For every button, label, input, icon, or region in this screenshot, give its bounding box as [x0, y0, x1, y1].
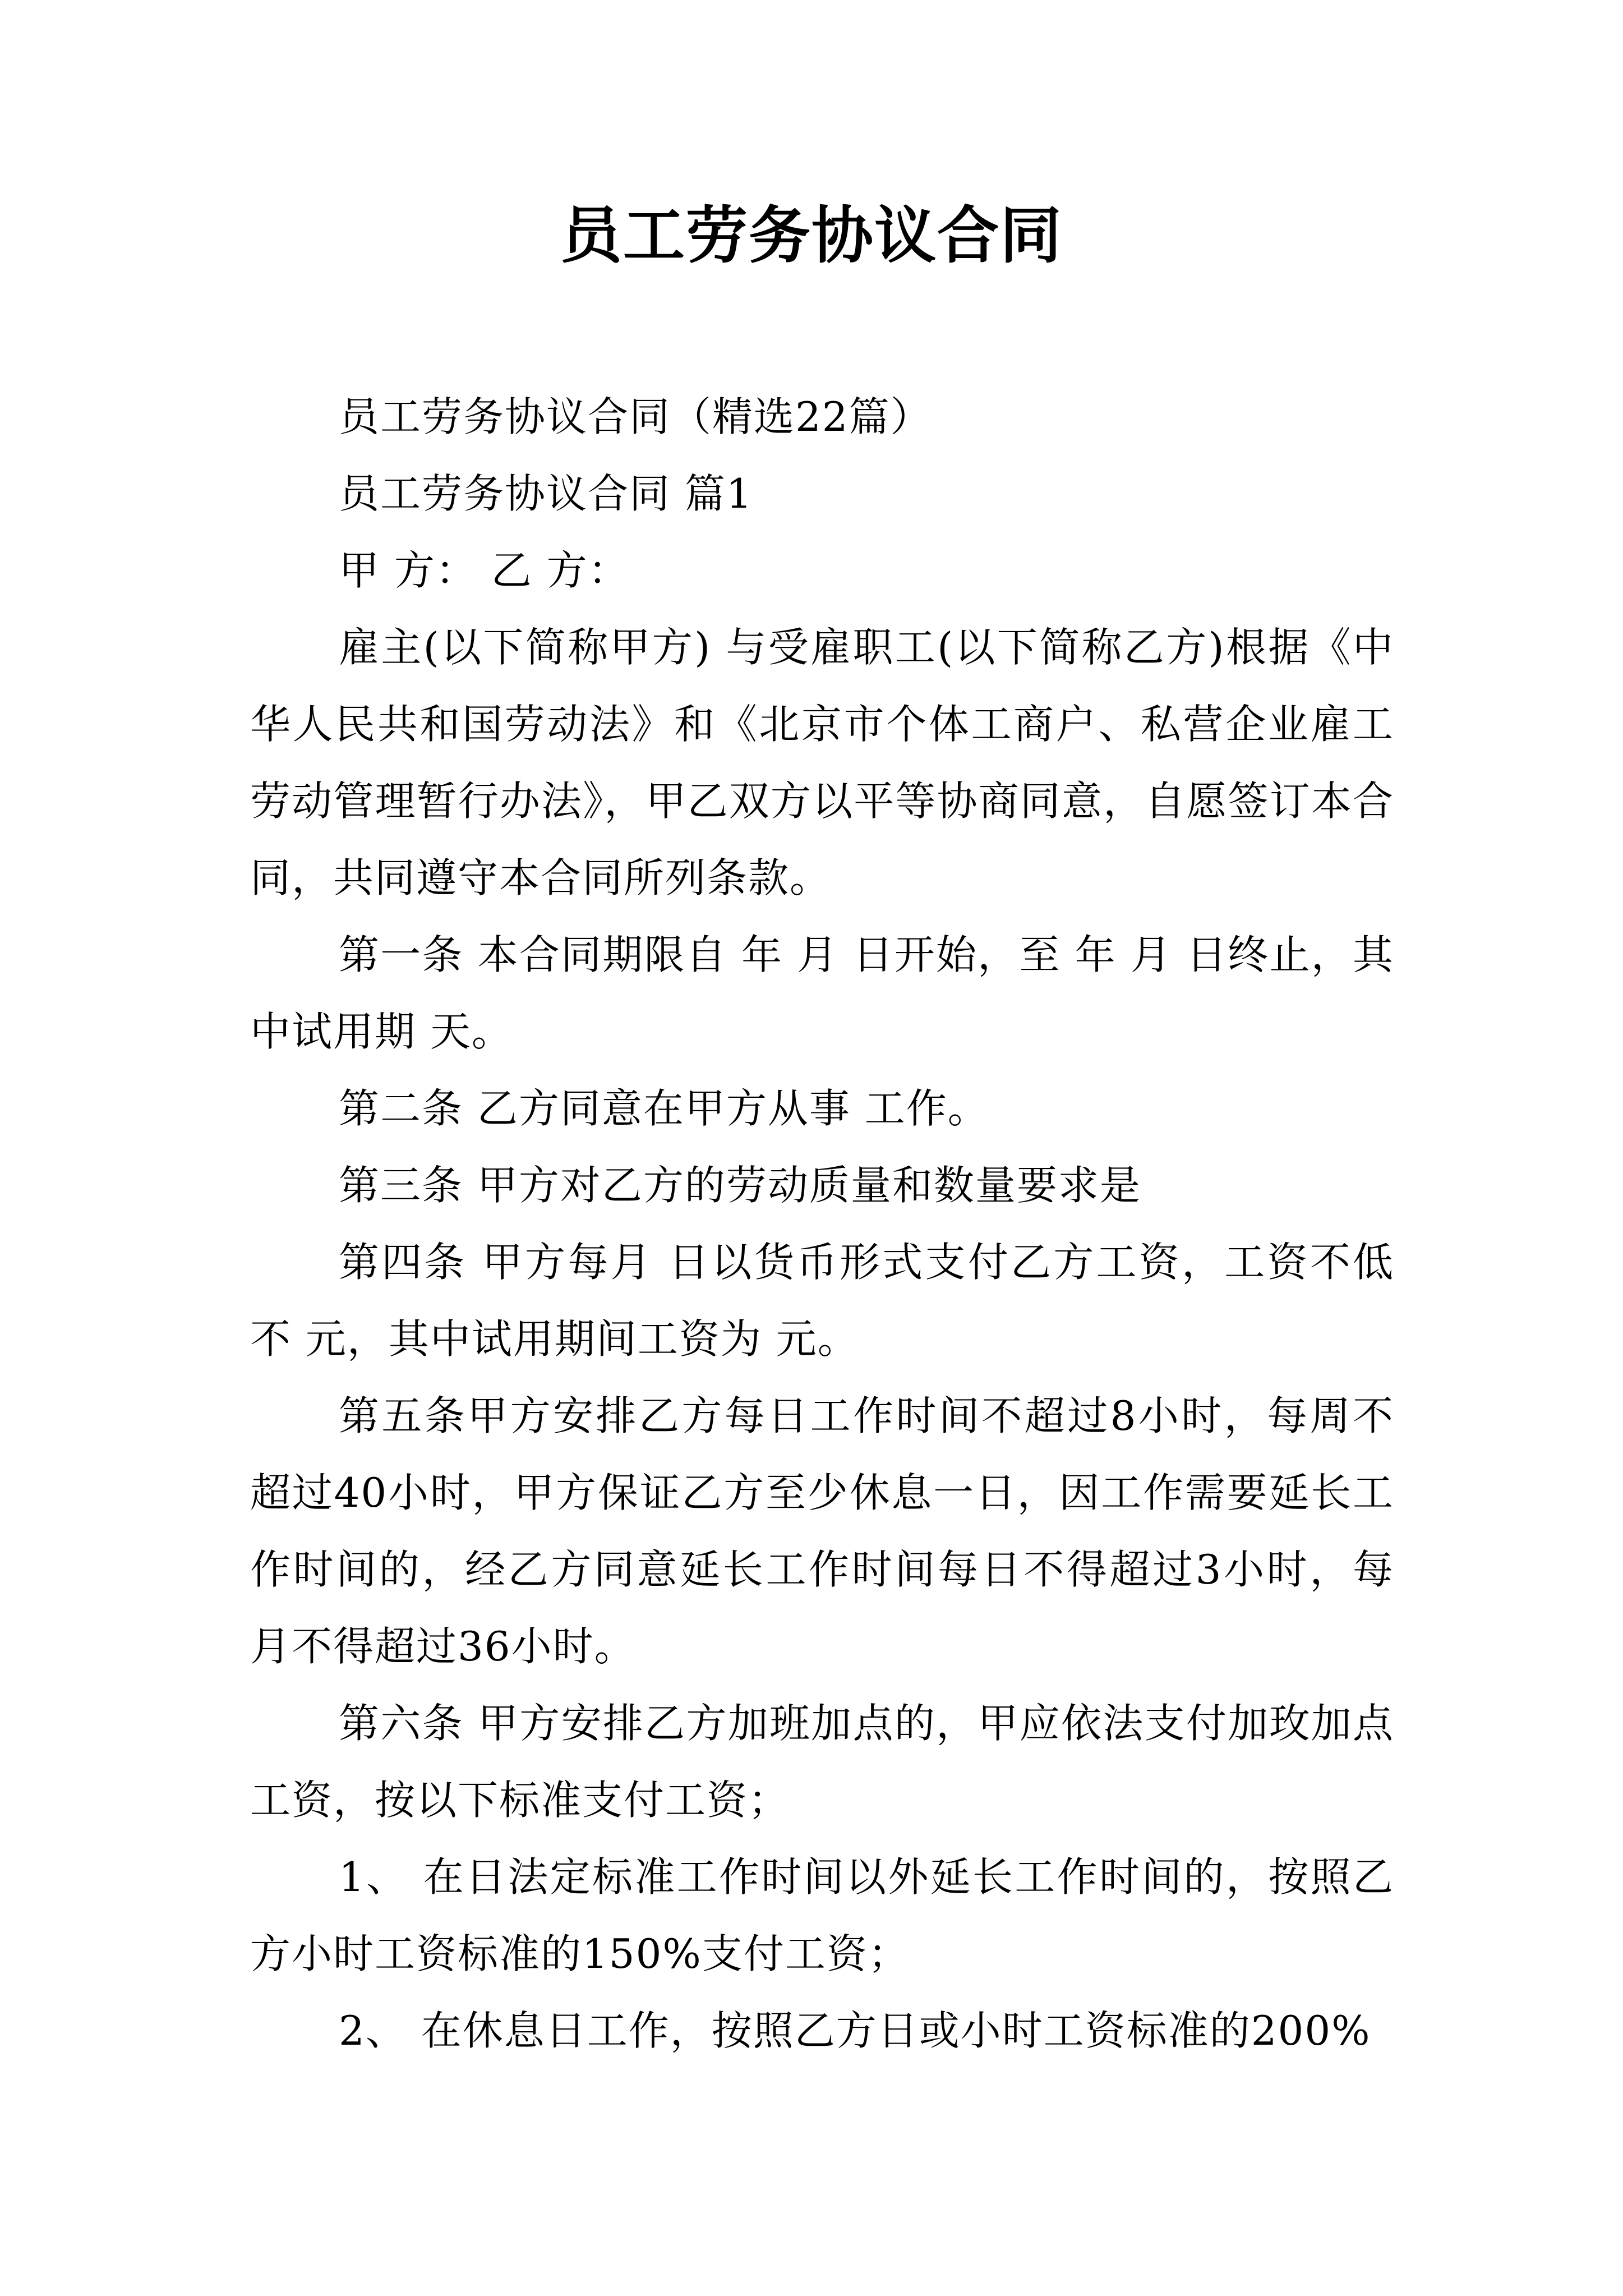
paragraph-section-heading: 员工劳务协议合同 篇1: [339, 470, 753, 517]
paragraph-item-2: 2、 在休息日工作，按照乙方日或小时工资标准的200%: [339, 2007, 1371, 2054]
paragraph-parties: 甲 方： 乙 方：: [339, 547, 630, 594]
paragraph-article-2: 第二条 乙方同意在甲方从事 工作。: [339, 1085, 989, 1132]
paragraph-item-1: 1、 在日法定标准工作时间以外延长工作时间的，按照乙方小时工资标准的150%支付工资；: [250, 1853, 1394, 1977]
document-title: 员工劳务协议合同: [560, 199, 1063, 272]
paragraph-subtitle: 员工劳务协议合同（精选22篇）: [339, 393, 932, 440]
paragraph-article-3: 第三条 甲方对乙方的劳动质量和数量要求是: [339, 1162, 1141, 1209]
paragraph-preamble: 雇主(以下简称甲方) 与受雇职工(以下简称乙方)根据《中华人民共和国劳动法》和《北京市个体工商户、私营企业雇工劳动管理暂行办法》，甲乙双方以平等协商同意，自愿签订本合同，共同遵守本合同所列条款。: [250, 624, 1394, 901]
document-body: [250, 379, 1394, 2069]
paragraph-article-6: 第六条 甲方安排乙方加班加点的，甲应依法支付加玫加点工资，按以下标准支付工资；: [250, 1700, 1394, 1824]
paragraph-article-5: 第五条甲方安排乙方每日工作时间不超过8小时，每周不超过40小时，甲方保证乙方至少休息一日，因工作需要延长工作时间的，经乙方同意延长工作时间每日不得超过3小时，每月不得超过36小时。: [250, 1392, 1394, 1670]
paragraph-article-4: 第四条 甲方每月 日以货币形式支付乙方工资，工资不低不 元，其中试用期间工资为 元。: [250, 1239, 1394, 1363]
paragraph-article-1: 第一条 本合同期限自 年 月 日开始，至 年 月 日终止，其中试用期 天。: [250, 931, 1394, 1055]
